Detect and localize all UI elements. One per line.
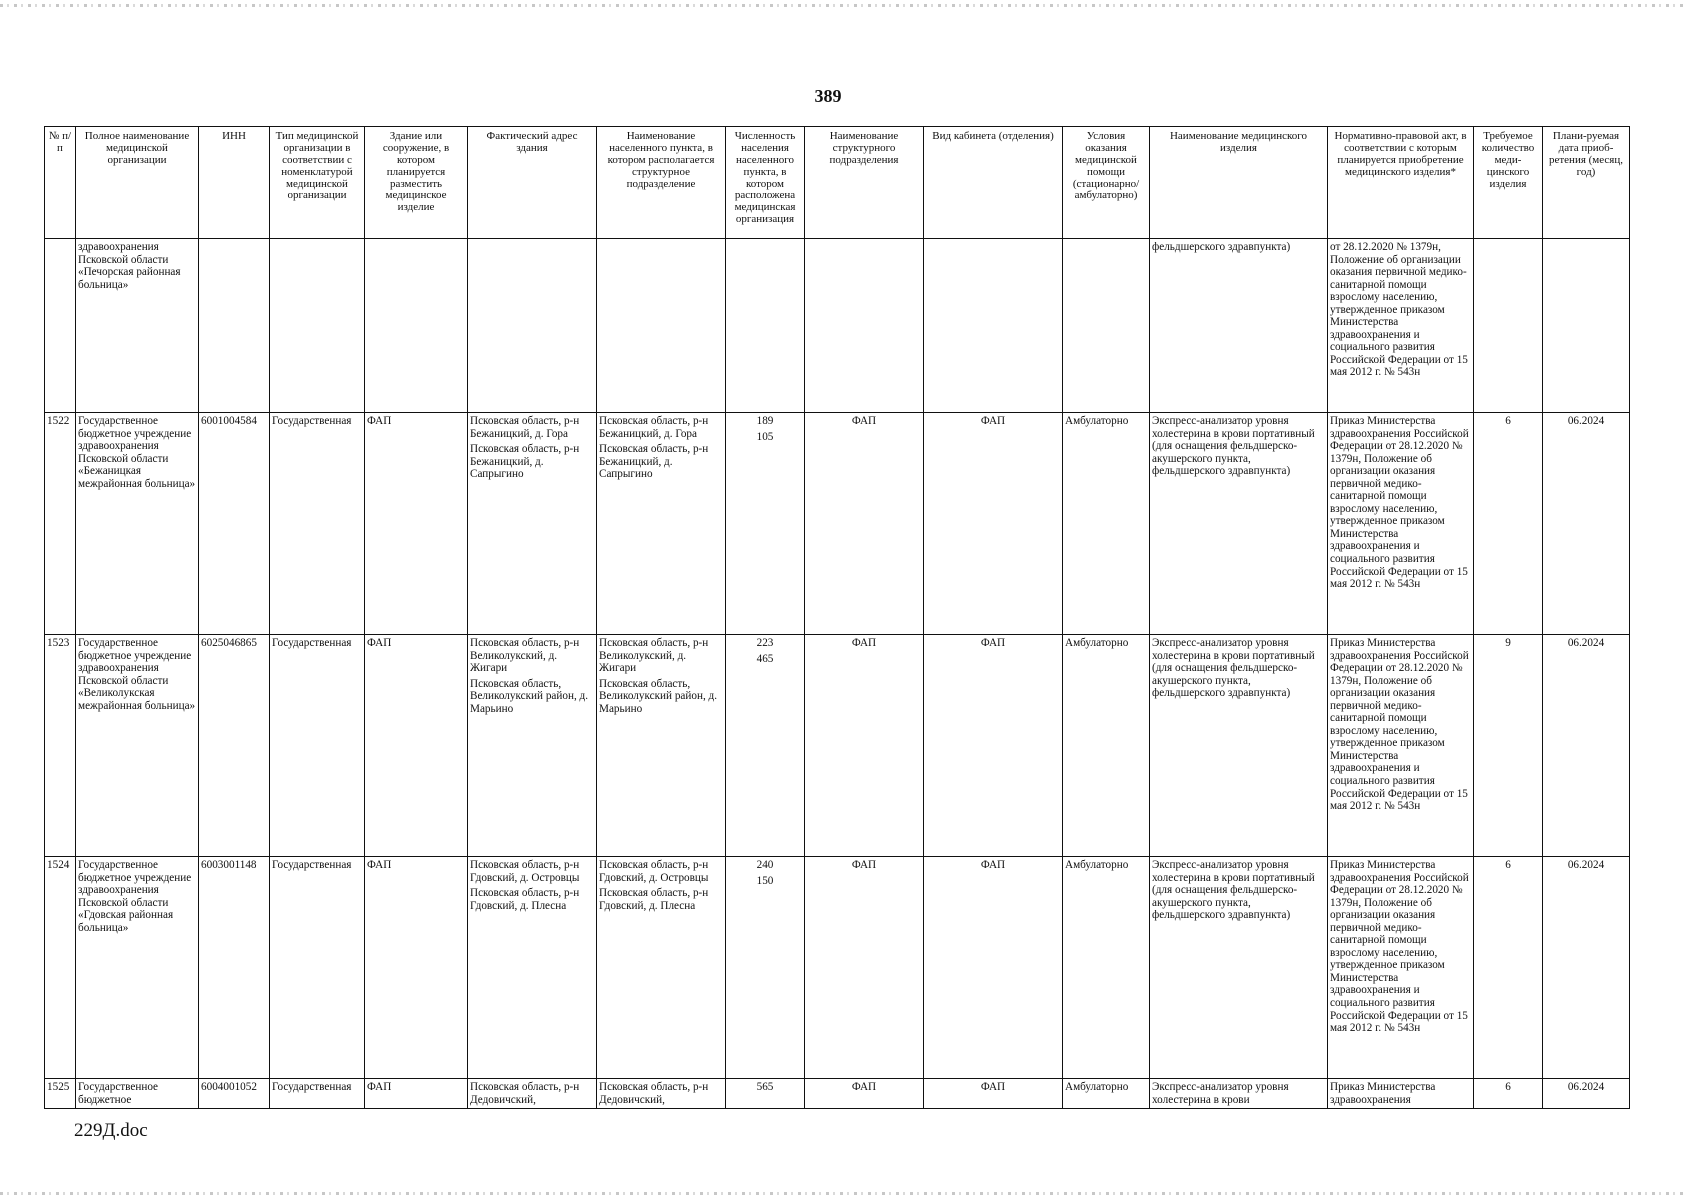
cell-org-type: Государственная bbox=[270, 857, 365, 1079]
population-value: 565 bbox=[756, 1081, 774, 1093]
cell-conditions: Амбулаторно bbox=[1063, 413, 1150, 635]
cell-building: ФАП bbox=[365, 857, 468, 1079]
cell-building: ФАП bbox=[365, 635, 468, 857]
cell-number: 1524 bbox=[45, 857, 76, 1079]
header-inn: ИНН bbox=[199, 127, 270, 239]
table-row bbox=[45, 857, 1630, 1079]
cell-quantity: 6 bbox=[1474, 1079, 1543, 1109]
settlement-line: Псковская область, р-н Гдовский, д. Плесна bbox=[599, 887, 709, 912]
cell-unit: ФАП bbox=[805, 857, 924, 1079]
cell-conditions: Амбулаторно bbox=[1063, 1079, 1150, 1109]
header-building: Здание или сооружение, в котором планируется разместить медицинское изделие bbox=[365, 127, 468, 239]
address-line: Псковская область, р-н Гдовский, д. Островцы bbox=[470, 859, 580, 884]
address-line: Псковская область, р-н Бежаницкий, д. Сапрыгино bbox=[470, 443, 580, 481]
cell-building: ФАП bbox=[365, 413, 468, 635]
cell-date: 06.2024 bbox=[1543, 413, 1630, 635]
cell-address bbox=[468, 857, 597, 1079]
cell-org: Государственное бюджетное учреждение здравоохранения Псковской области «Великолукская межрайонная больница» bbox=[76, 635, 199, 857]
scan-edge-bottom bbox=[0, 1192, 1686, 1195]
cell-cabinet: ФАП bbox=[924, 857, 1063, 1079]
population-value: 105 bbox=[756, 430, 774, 443]
header-population: Численность населения населенного пункта, в котором расположена медицинская организация bbox=[726, 127, 805, 239]
cell-org: Государственное бюджетное учреждение здравоохранения Псковской области «Бежаницкая межрайонная больница» bbox=[76, 413, 199, 635]
header-quantity: Требуемое количество меди-цинского изделия bbox=[1474, 127, 1543, 239]
cell-building: ФАП bbox=[365, 1079, 468, 1109]
cell-date: 06.2024 bbox=[1543, 635, 1630, 857]
cell-org-type: Государственная bbox=[270, 1079, 365, 1109]
cell-device: фельдшерского здравпункта) bbox=[1150, 239, 1328, 413]
footer-filename: 229Д.doc bbox=[74, 1120, 148, 1141]
table-row bbox=[45, 1079, 1630, 1109]
table-row bbox=[45, 413, 1630, 635]
settlement-line: Псковская область, р-н Бежаницкий, д. Сапрыгино bbox=[599, 443, 709, 481]
cell-device: Экспресс-анализатор уровня холестерина в крови портативный (для оснащения фельдшерско-акушерского пункта, фельдшерского здравпункта) bbox=[1150, 635, 1328, 857]
address-line: Псковская область, р-н Великолукский, д. Жигари bbox=[470, 637, 580, 675]
table-row-continuation bbox=[45, 239, 1630, 413]
cell-org: Государственное бюджетное bbox=[76, 1079, 199, 1109]
cell-org-type: Государственная bbox=[270, 635, 365, 857]
settlement-line: Псковская область, р-н Гдовский, д. Островцы bbox=[599, 859, 709, 884]
table-header-row bbox=[45, 127, 1630, 239]
settlement-line: Псковская область, р-н Бежаницкий, д. Гора bbox=[599, 415, 709, 440]
cell-population bbox=[726, 413, 805, 635]
cell-unit: ФАП bbox=[805, 413, 924, 635]
page-number: 389 bbox=[814, 86, 842, 106]
header-settlement: Наименование населенного пункта, в котором располагается структурное подразделение bbox=[597, 127, 726, 239]
cell-date: 06.2024 bbox=[1543, 857, 1630, 1079]
header-number: № п/п bbox=[45, 127, 76, 239]
cell-conditions: Амбулаторно bbox=[1063, 635, 1150, 857]
cell-population bbox=[726, 635, 805, 857]
cell-address bbox=[468, 1079, 597, 1109]
address-line: Псковская область, р-н Дедовичский, bbox=[470, 1081, 580, 1106]
header-date: Плани-руемая дата приоб-ретения (месяц, год) bbox=[1543, 127, 1630, 239]
address-line: Псковская область, р-н Бежаницкий, д. Гора bbox=[470, 415, 580, 440]
cell-org: здравоохранения Псковской области «Печорская районная больница» bbox=[76, 239, 199, 413]
settlement-line: Псковская область, Великолукский район, д. Марьино bbox=[599, 677, 718, 715]
header-unit: Наименование структурного подразделения bbox=[805, 127, 924, 239]
population-value: 189 bbox=[756, 415, 774, 427]
cell-org-type: Государственная bbox=[270, 413, 365, 635]
cell-quantity: 6 bbox=[1474, 413, 1543, 635]
header-device: Наименование медицинского изделия bbox=[1150, 127, 1328, 239]
population-value: 465 bbox=[756, 652, 774, 665]
population-value: 240 bbox=[756, 859, 774, 871]
cell-settlement bbox=[597, 413, 726, 635]
cell-legal-act: Приказ Министерства здравоохранения Российской Федерации от 28.12.2020 № 1379н, Положение об организации оказания первичной медико-санитарной помощи взрослому населению, утвержденное приказом Министерства здравоохранения и социального развития Российской Федерации от 15 мая 2012 г. № 543н bbox=[1328, 413, 1474, 635]
cell-inn: 6004001052 bbox=[199, 1079, 270, 1109]
cell-device: Экспресс-анализатор уровня холестерина в крови bbox=[1150, 1079, 1328, 1109]
cell-address bbox=[468, 635, 597, 857]
cell-number: 1523 bbox=[45, 635, 76, 857]
address-line: Псковская область, Великолукский район, д. Марьино bbox=[470, 677, 589, 715]
cell-population bbox=[726, 857, 805, 1079]
cell-address bbox=[468, 413, 597, 635]
cell-number: 1522 bbox=[45, 413, 76, 635]
table-row bbox=[45, 635, 1630, 857]
cell-device: Экспресс-анализатор уровня холестерина в крови портативный (для оснащения фельдшерско-акушерского пункта, фельдшерского здравпункта) bbox=[1150, 857, 1328, 1079]
population-value: 223 bbox=[756, 637, 774, 649]
population-value: 150 bbox=[756, 874, 774, 887]
cell-number: 1525 bbox=[45, 1079, 76, 1109]
cell-settlement bbox=[597, 857, 726, 1079]
settlement-line: Псковская область, р-н Великолукский, д. Жигари bbox=[599, 637, 709, 675]
cell-device: Экспресс-анализатор уровня холестерина в крови портативный (для оснащения фельдшерско-акушерского пункта, фельдшерского здравпункта) bbox=[1150, 413, 1328, 635]
cell-cabinet: ФАП bbox=[924, 1079, 1063, 1109]
medical-device-table bbox=[44, 126, 1630, 1109]
cell-cabinet: ФАП bbox=[924, 635, 1063, 857]
cell-legal-act: от 28.12.2020 № 1379н, Положение об организации оказания первичной медико-санитарной помощи взрослому населению, утвержденное приказом Министерства здравоохранения и социального развития Российской Федерации от 15 мая 2012 г. № 543н bbox=[1328, 239, 1474, 413]
cell-org: Государственное бюджетное учреждение здравоохранения Псковской области «Гдовская районная больница» bbox=[76, 857, 199, 1079]
cell-legal-act: Приказ Министерства здравоохранения bbox=[1328, 1079, 1474, 1109]
cell-settlement bbox=[597, 635, 726, 857]
settlement-line: Псковская область, р-н Дедовичский, bbox=[599, 1081, 709, 1106]
cell-legal-act: Приказ Министерства здравоохранения Российской Федерации от 28.12.2020 № 1379н, Положение об организации оказания первичной медико-санитарной помощи взрослому населению, утвержденное приказом Министерства здравоохранения и социального развития Российской Федерации от 15 мая 2012 г. № 543н bbox=[1328, 857, 1474, 1079]
header-conditions: Условия оказания медицинской помощи (стационарно/амбулаторно) bbox=[1063, 127, 1150, 239]
cell-quantity: 9 bbox=[1474, 635, 1543, 857]
cell-legal-act: Приказ Министерства здравоохранения Российской Федерации от 28.12.2020 № 1379н, Положение об организации оказания первичной медико-санитарной помощи взрослому населению, утвержденное приказом Министерства здравоохранения и социального развития Российской Федерации от 15 мая 2012 г. № 543н bbox=[1328, 635, 1474, 857]
cell-conditions: Амбулаторно bbox=[1063, 857, 1150, 1079]
cell-unit: ФАП bbox=[805, 1079, 924, 1109]
cell-inn: 6025046865 bbox=[199, 635, 270, 857]
cell-cabinet: ФАП bbox=[924, 413, 1063, 635]
cell-inn: 6001004584 bbox=[199, 413, 270, 635]
cell-unit: ФАП bbox=[805, 635, 924, 857]
header-cabinet: Вид кабинета (отделения) bbox=[924, 127, 1063, 239]
cell-inn: 6003001148 bbox=[199, 857, 270, 1079]
header-legal-act: Нормативно-правовой акт, в соответствии с которым планируется приобретение медицинского изделия* bbox=[1328, 127, 1474, 239]
header-org-name: Полное наименование медицинской организации bbox=[76, 127, 199, 239]
cell-population bbox=[726, 1079, 805, 1109]
cell-quantity: 6 bbox=[1474, 857, 1543, 1079]
header-address: Фактический адрес здания bbox=[468, 127, 597, 239]
cell-date: 06.2024 bbox=[1543, 1079, 1630, 1109]
address-line: Псковская область, р-н Гдовский, д. Плесна bbox=[470, 887, 580, 912]
scan-edge-top bbox=[0, 4, 1686, 7]
cell-settlement bbox=[597, 1079, 726, 1109]
header-org-type: Тип медицинской организации в соответствии с номенклатурой медицинской организации bbox=[270, 127, 365, 239]
